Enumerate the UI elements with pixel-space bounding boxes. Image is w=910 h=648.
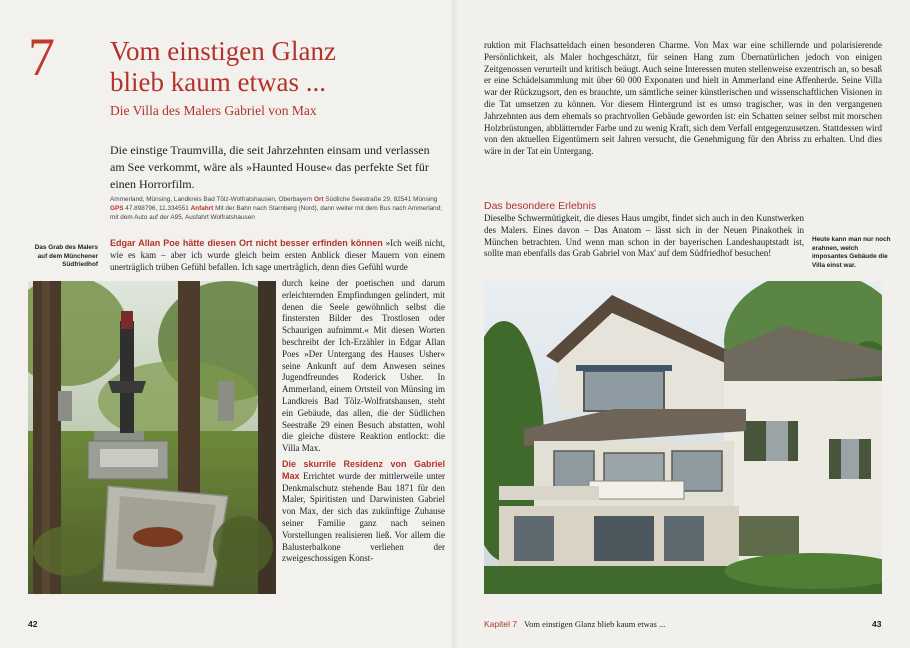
location-info — [110, 195, 445, 222]
anfahrt-label: Anfahrt — [190, 205, 214, 212]
gps-label: GPS — [110, 205, 124, 212]
book-fold — [452, 0, 458, 648]
chapter-number: 7 — [28, 27, 55, 87]
body-column-left — [282, 278, 445, 565]
page-number-right: 43 — [872, 619, 882, 629]
ort-label: Ort — [314, 196, 324, 203]
paragraph-1-lead: Edgar Allan Poe hätte diesen Ort nicht besser erfinden können — [110, 238, 383, 248]
section-heading-erlebnis: Das besondere Erlebnis — [484, 200, 597, 212]
paragraph-2-text: Errichtet wurde der mittlerweile unter Denkmalschutz stehende Bau 1871 für den Maler, Spiritisten und Darwinisten Gabriel von Max, der sich das zukünftige Zuhause seiner Familie ganz nach seinen Vorstellungen realisieren ließ. Vor allem die Balusterbalkone verliehen der zweigeschossigen Konst- — [282, 470, 445, 564]
gps-value: 47.898796, 11.334551 — [125, 205, 189, 212]
paragraph-1-top: »Ich weiß nicht, wie es kam – aber ich wurde gleich beim ersten Anblick dieser Mauern von einem unerträglich trüben Gefühl befallen. Ich sage unerträglich, denn dies Gefühl wurde — [110, 238, 446, 272]
right-column-text: ruktion mit Flachsatteldach einen besonderen Charme. Von Max war eine schillernde und polarisierende Persönlichkeit, als Maler hochgeschätzt, für seinen Hang zum Übernatürlichen jedoch von einigen Zeitgenossen verurteilt und kritisch beäugt. Auch seine Interessen muten stellenweise exzentrisch an, so besaß er eine Schädelsammlung mit über 60 000 Exponaten und hielt in Ammerland eine Affenherde. Seine Villa war der Rückzugsort, den es brauchte, um sämtliche seiner künstlerischen und wissenschaftlichen Visionen in die Tat umsetzen zu können. Vor diesem Hintergrund ist es umso tragischer, was in den vergangenen Jahrzehnten aus dem ehemals so prachtvollen Gebäude geworden ist: ein Schatten seiner selbst mit morschen Holzbrüstungen, abblätternder Farbe und zu wenig Kraft, sich dem Verfall entgegenzusetzen. Stattdessen wird von den aktuellen Eigentümern seit Jahren versucht, die Genehmigung für den Abriss zu erhalten. Und dies wäre in der Tat ein Untergang. — [484, 40, 882, 157]
location-text: Ammerland, Münsing, Landkreis Bad Tölz-Wolfratshausen, Oberbayern — [110, 196, 313, 203]
right-column-text-2: Dieselbe Schwermütigkeit, die dieses Haus umgibt, findet sich auch in den Kunstwerken des Malers. Eines davon – Das Anatom – lässt sich in der Neuen Pinakothek in München betrachten. Und wenn man schon in der bayerischen Landeshauptstadt ist, sollte man ebenfalls das Grab Gabriel von Max' auf dem Südfriedhof besuchen! — [484, 213, 804, 259]
footer-chapter-label: Kapitel 7 — [484, 619, 518, 629]
photo-caption-grave: Das Grab des Malers auf dem Münchener Südfriedhof — [34, 244, 98, 268]
grave-photo — [28, 281, 276, 594]
ort-value: Südliche Seestraße 29, 82541 Münsing — [325, 196, 438, 203]
chapter-subtitle: Die Villa des Malers Gabriel von Max — [110, 103, 317, 118]
villa-photo — [484, 281, 882, 594]
chapter-title — [110, 36, 336, 98]
page-number-left: 42 — [28, 619, 38, 629]
paragraph-1-continued: durch keine der poetischen und darum erleichternden Empfindungen gelindert, mit denen die Seele gewöhnlich selbst die finstersten Bilder des Trostlosen oder Schaurigen aufnimmt.« Mit diesen Worten beschreibt der Ich-Erzähler in Edgar Allan Poes »Der Untergang des Hauses Usher« seine Ankunft auf dem Anwesen seines Jugendfreundes Roderick Usher. In Ammerland, einem Ortsteil von Münsing im Landkreis Bad Tölz-Wolfratshausen, steht ein Gebäude, das allen, die der Südlichen Seestraße 29 einen Besuch abstatten, wohl die gleiche düstere Reaktion entlockt: die Villa Max. — [282, 278, 445, 454]
chapter-title-line2: blieb kaum etwas ... — [110, 67, 326, 97]
running-footer — [484, 619, 665, 629]
photo-caption-villa: Heute kann man nur noch erahnen, welch imposantes Gebäude die Villa einst war. — [812, 236, 891, 269]
body-paragraph-2 — [282, 459, 445, 565]
anfahrt-value: Mit der Bahn nach Starnberg (Nord), dann weiter mit dem Bus nach Ammerland; mit dem Auto auf der A95, Ausfahrt Wolfratshausen — [110, 205, 443, 221]
chapter-title-line1: Vom einstigen Glanz — [110, 36, 336, 66]
footer-chapter-title: Vom einstigen Glanz blieb kaum etwas ... — [524, 619, 666, 629]
paragraph-2-lead: Die skurrile Residenz von Gabriel Max — [282, 458, 445, 481]
intro-text: Die einstige Traumvilla, die seit Jahrzehnten einsam und verlassen am See verkommt, wäre als »Haunted House« das perfekte Set für einen Horrorfilm. — [110, 143, 430, 191]
body-paragraph-1 — [110, 238, 445, 273]
